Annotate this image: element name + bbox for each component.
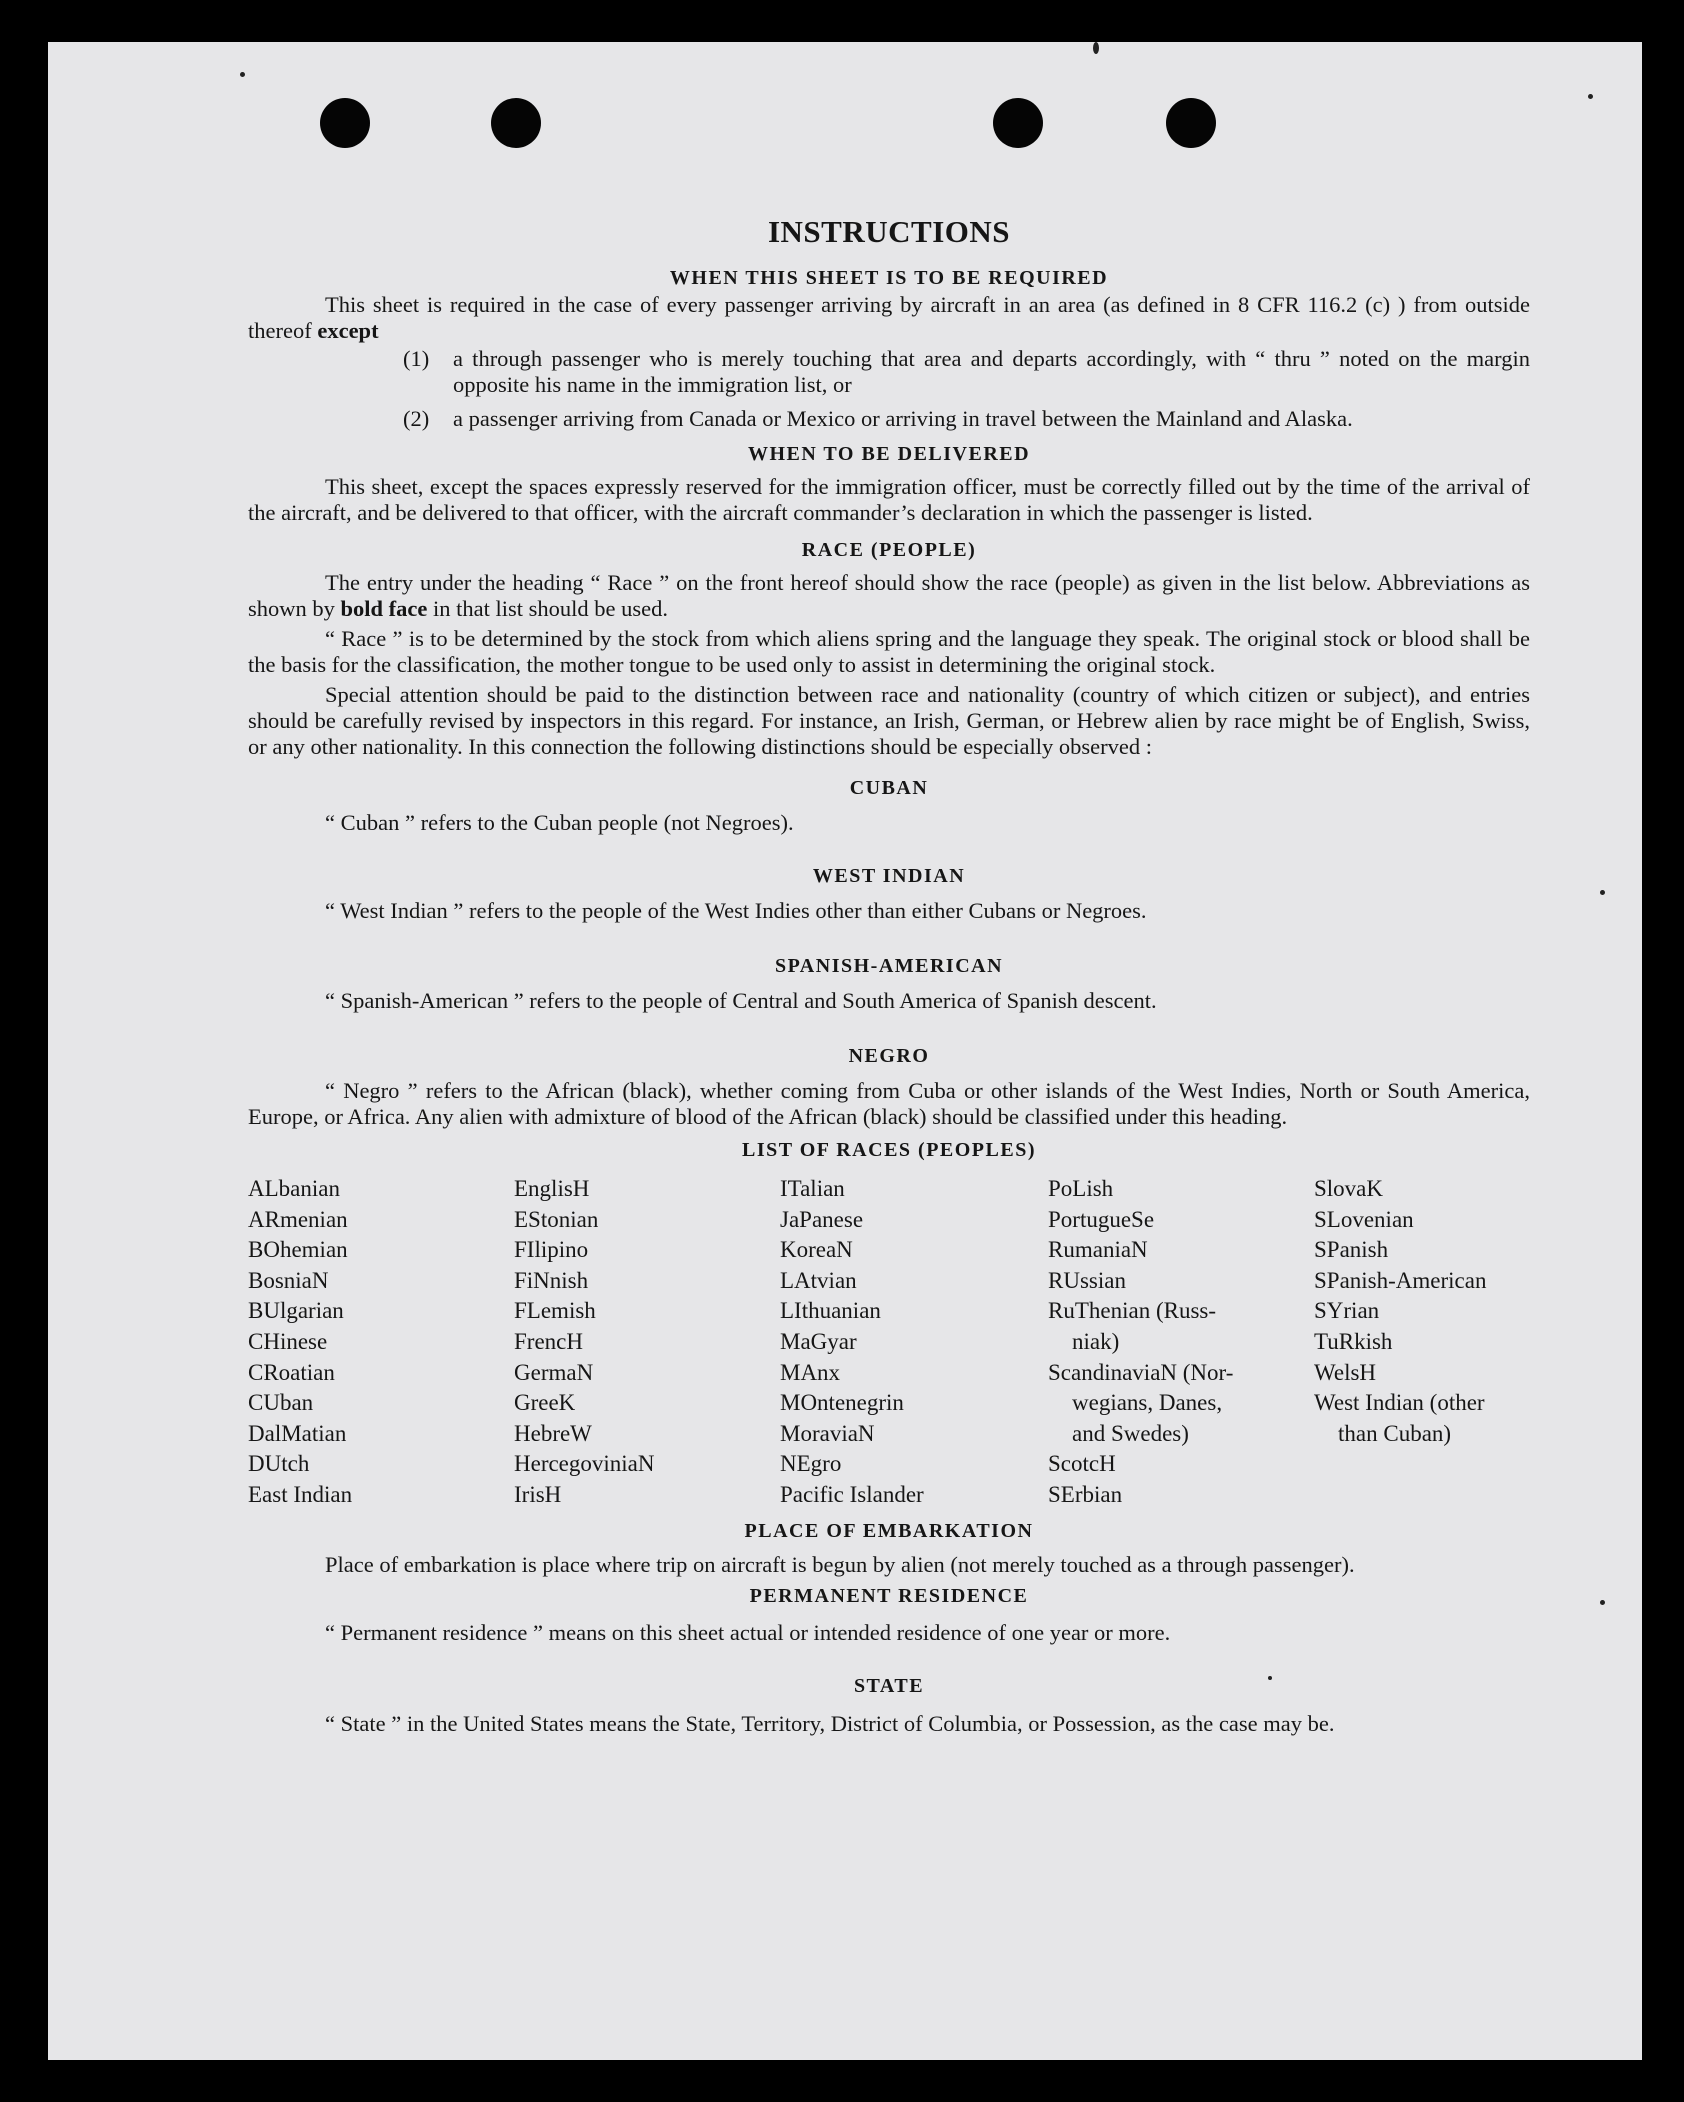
race-entry: SErbian xyxy=(1048,1481,1123,1507)
race-entry: EnglisH xyxy=(514,1176,590,1201)
race-entry: JaPanese xyxy=(780,1206,864,1232)
state-text: “ State ” in the United States means the State, Territory, District of Columbia, or Possession, as the case may be. xyxy=(325,1710,1335,1736)
race-entry: LAtvian xyxy=(780,1267,857,1293)
list-item-text: a passenger arriving from Canada or Mexico or arriving in travel between the Mainland and Alaska. xyxy=(453,406,1353,431)
race-entry: FIlipino xyxy=(514,1237,589,1263)
race-entry: PortugueSe xyxy=(1048,1206,1155,1232)
speck xyxy=(1600,1600,1605,1605)
races-column xyxy=(514,1174,780,1511)
punch-hole xyxy=(1166,98,1216,148)
race-entry: SPanish xyxy=(1314,1237,1389,1263)
west-indian-text: “ West Indian ” refers to the people of the West Indies other than either Cubans or Negroes. xyxy=(325,898,1147,923)
race-entry: MAnx xyxy=(780,1359,841,1385)
race-entry: ITalian xyxy=(780,1176,845,1201)
speck xyxy=(1600,890,1605,895)
document-page xyxy=(48,42,1642,2060)
spanish-american-text: “ Spanish-American ” refers to the people of Central and South America of Spanish descent. xyxy=(325,988,1157,1013)
race-entry: SPanish-American xyxy=(1314,1267,1487,1293)
page-title: INSTRUCTIONS xyxy=(767,214,1010,249)
heading-when-delivered: WHEN TO BE DELIVERED xyxy=(747,443,1031,465)
race-entry: MOntenegrin xyxy=(780,1390,904,1416)
race-entry: ScotcH xyxy=(1048,1451,1116,1477)
race-entry: ARmenian xyxy=(248,1206,348,1232)
heading-list-of-races: LIST OF RACES (PEOPLES) xyxy=(741,1139,1036,1161)
race-entry: PoLish xyxy=(1048,1176,1114,1201)
race-entry: IrisH xyxy=(514,1481,562,1507)
race-p1-text: The entry under the heading “ Race ” on the front hereof should show the race (people) as given in the list below. Abbreviations as shown by xyxy=(248,570,1530,621)
races-column xyxy=(1314,1174,1530,1511)
races-column xyxy=(1048,1174,1314,1511)
instructions-content xyxy=(248,214,1530,1740)
punch-hole xyxy=(993,98,1043,148)
list-item-text: a through passenger who is merely touching that area and departs accordingly, with “ thru ” noted on the margin opposite his name in the immigration list, or xyxy=(453,346,1530,397)
punch-hole xyxy=(320,98,370,148)
when-delivered-text: This sheet, except the spaces expressly reserved for the immigration officer, must be correctly filled out by the time of the arrival of the aircraft, and be delivered to that officer, with the aircraft commander’s declaration in which the passenger is listed. xyxy=(248,474,1530,525)
race-entry: KoreaN xyxy=(780,1237,853,1263)
race-paragraph-3: Special attention should be paid to the distinction between race and nationality (country of which citizen or subject), and entries should be carefully revised by inspectors in this regard. For instance, an Irish, German, or Hebrew alien by race might be of English, Swiss, or any other nationality. In this connection the following distinctions should be especially observed : xyxy=(248,682,1530,759)
race-entry: SYrian xyxy=(1314,1298,1380,1324)
heading-cuban: CUBAN xyxy=(849,777,929,799)
when-required-paragraph xyxy=(248,292,1530,344)
list-item-number: (2) xyxy=(403,406,430,431)
when-required-text: This sheet is required in the case of every passenger arriving by aircraft in an area (as defined in 8 CFR 116.2 (c) ) from outside thereof xyxy=(248,292,1530,343)
race-entry: FLemish xyxy=(514,1298,596,1324)
race-entry: BosniaN xyxy=(248,1267,329,1293)
speck xyxy=(240,72,245,77)
heading-state: STATE xyxy=(853,1674,925,1697)
race-entry: BOhemian xyxy=(248,1237,348,1263)
punch-hole xyxy=(491,98,541,148)
race-p1-text-end: in that list should be used. xyxy=(427,596,669,621)
race-entry: ALbanian xyxy=(248,1176,340,1201)
race-entry: GermaN xyxy=(514,1359,594,1385)
races-column xyxy=(780,1174,1048,1511)
race-entry-continued: niak) xyxy=(1072,1328,1120,1354)
race-entry: ScandinaviaN (Nor- xyxy=(1048,1359,1234,1385)
heading-when-required: WHEN THIS SHEET IS TO BE REQUIRED xyxy=(669,267,1109,289)
race-entry: NEgro xyxy=(780,1451,842,1477)
race-entry: RuThenian (Russ- xyxy=(1048,1298,1217,1324)
race-entry: TuRkish xyxy=(1314,1328,1393,1354)
races-list xyxy=(248,1174,1530,1511)
race-entry: RUssian xyxy=(1048,1267,1126,1293)
heading-negro: NEGRO xyxy=(848,1045,930,1067)
race-entry: HercegoviniaN xyxy=(514,1451,655,1477)
race-entry: West Indian (other xyxy=(1314,1390,1485,1416)
race-entry: WelsH xyxy=(1314,1359,1377,1385)
race-entry: CRoatian xyxy=(248,1359,335,1385)
race-entry: CUban xyxy=(248,1390,314,1416)
race-entry: FrencH xyxy=(514,1328,583,1354)
heading-residence: PERMANENT RESIDENCE xyxy=(749,1584,1029,1607)
race-entry-continued: wegians, Danes, xyxy=(1072,1390,1223,1416)
heading-spanish-american: SPANISH-AMERICAN xyxy=(774,955,1004,977)
embarkation-text: Place of embarkation is place where trip on aircraft is begun by alien (not merely touched as a through passenger). xyxy=(325,1551,1355,1577)
list-item xyxy=(403,406,1530,432)
race-entry: BUlgarian xyxy=(248,1298,344,1324)
residence-text: “ Permanent residence ” means on this sheet actual or intended residence of one year or more. xyxy=(325,1619,1171,1645)
exception-list xyxy=(403,346,1530,432)
race-entry: CHinese xyxy=(248,1328,328,1354)
bold-face-text: bold face xyxy=(340,596,428,621)
speck xyxy=(1093,42,1099,54)
race-entry: MaGyar xyxy=(780,1328,857,1354)
race-entry: East Indian xyxy=(248,1481,353,1507)
race-paragraph-2: “ Race ” is to be determined by the stock from which aliens spring and the language they speak. The original stock or blood shall be the basis for the classification, the mother tongue to be used only to assist in determining the original stock. xyxy=(248,626,1530,677)
list-item xyxy=(403,346,1530,398)
race-entry: FiNnish xyxy=(514,1267,589,1293)
race-entry: MoraviaN xyxy=(780,1420,875,1446)
race-entry: GreeK xyxy=(514,1390,576,1416)
heading-west-indian: WEST INDIAN xyxy=(812,865,966,887)
heading-race: RACE (PEOPLE) xyxy=(801,539,977,561)
speck xyxy=(1588,94,1593,99)
negro-text: “ Negro ” refers to the African (black), whether coming from Cuba or other islands of the West Indies, North or South America, Europe, or Africa. Any alien with admixture of blood of the African (black) should be classified under this heading. xyxy=(248,1078,1530,1129)
heading-embarkation: PLACE OF EMBARKATION xyxy=(744,1519,1034,1542)
race-entry: Pacific Islander xyxy=(780,1481,924,1507)
race-entry: EStonian xyxy=(514,1206,599,1232)
races-column xyxy=(248,1174,514,1511)
race-entry-continued: than Cuban) xyxy=(1338,1420,1452,1446)
race-entry: DalMatian xyxy=(248,1420,347,1446)
race-entry: SLovenian xyxy=(1314,1206,1414,1232)
list-item-number: (1) xyxy=(403,346,430,371)
cuban-text: “ Cuban ” refers to the Cuban people (not Negroes). xyxy=(325,810,794,835)
except-bold: except xyxy=(317,318,379,343)
race-entry: SlovaK xyxy=(1314,1176,1383,1201)
race-entry: RumaniaN xyxy=(1048,1237,1148,1263)
race-entry: HebreW xyxy=(514,1420,592,1446)
race-paragraph-1 xyxy=(248,570,1530,622)
race-entry-continued: and Swedes) xyxy=(1072,1420,1189,1446)
race-entry: DUtch xyxy=(248,1451,310,1477)
race-entry: LIthuanian xyxy=(780,1298,881,1324)
